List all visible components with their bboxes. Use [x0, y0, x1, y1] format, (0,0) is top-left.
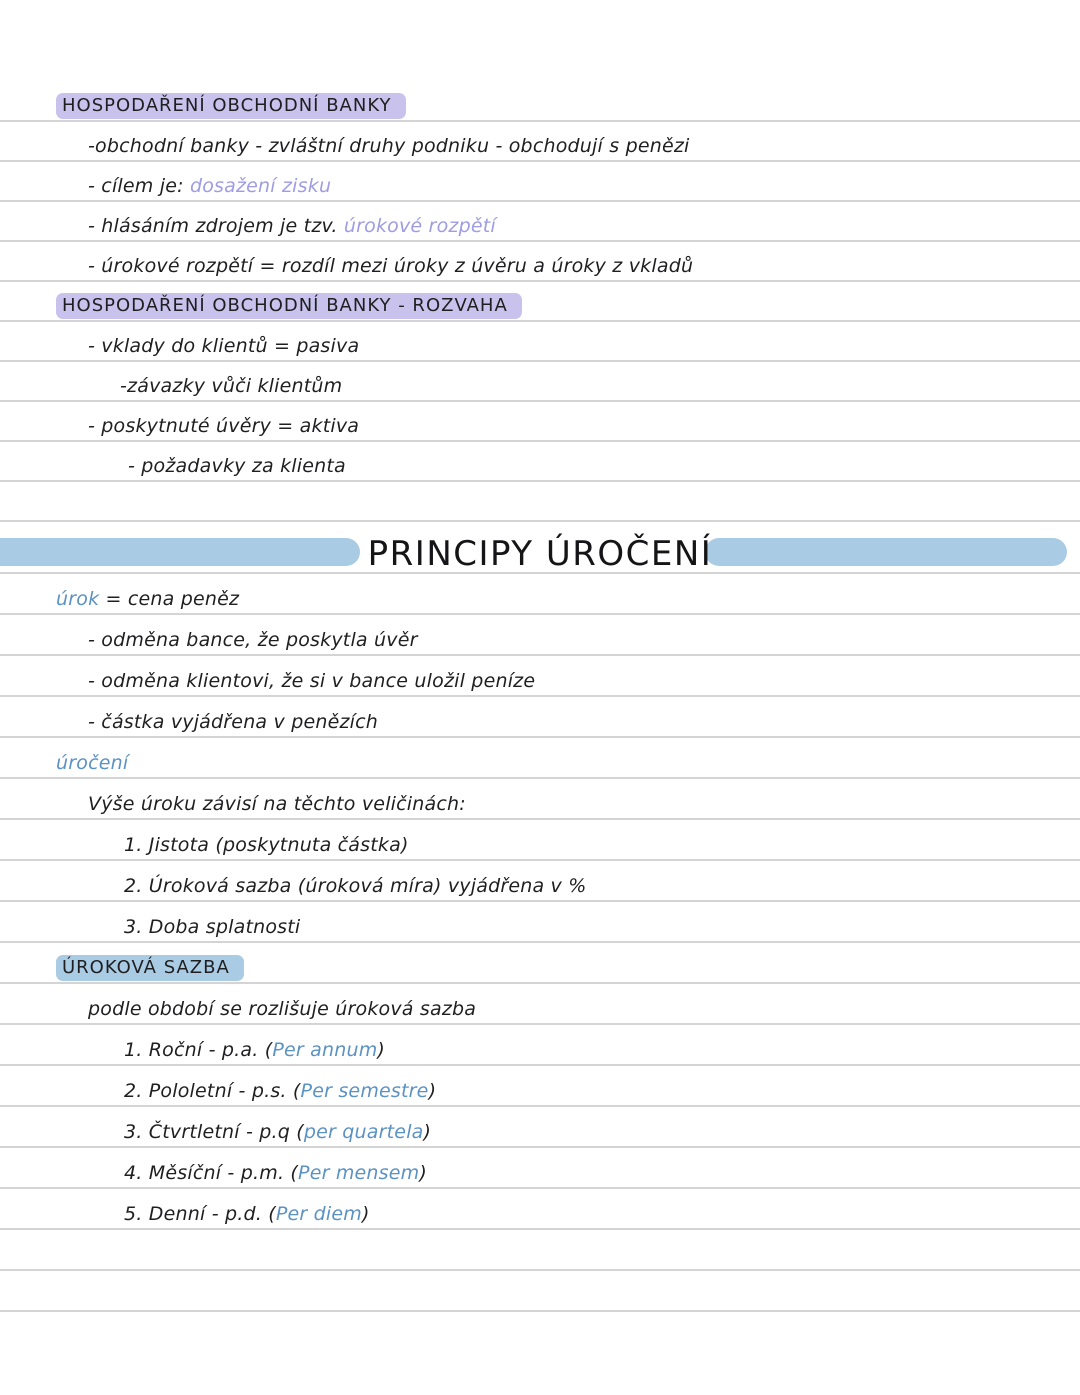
note-text-segment: ) [428, 1080, 437, 1103]
latin-term: Per diem [275, 1203, 362, 1226]
note-text-segment: 2. Pololetní - p.s. ( [124, 1080, 301, 1103]
note-line [0, 242, 1080, 282]
note-line [0, 202, 1080, 242]
note-line [0, 82, 1080, 122]
latin-term: Per semestre [300, 1080, 429, 1103]
list-item [0, 1081, 436, 1105]
note-line [0, 1189, 1080, 1230]
note-line [0, 656, 1080, 697]
page-title: PRINCIPY ÚROČENÍ [367, 534, 713, 574]
note-text [0, 589, 239, 613]
note-text-segment: ) [377, 1039, 386, 1062]
note-line [0, 697, 1080, 738]
note-line [0, 442, 1080, 482]
note-line [0, 738, 1080, 779]
section-heading-wrap [0, 293, 522, 320]
note-line [0, 615, 1080, 656]
note-line [0, 902, 1080, 943]
highlighted-term: úrok [56, 588, 100, 611]
note-text: - úrokové rozpětí = rozdíl mezi úroky z úvěru a úroky z vkladů [88, 255, 694, 278]
note-line [0, 1066, 1080, 1107]
highlighted-term: dosažení zisku [189, 175, 332, 198]
section-heading-wrap [0, 955, 244, 982]
list-item [0, 1163, 427, 1187]
note-line [0, 162, 1080, 202]
latin-term: per quartela [303, 1121, 424, 1144]
note-text: - odměna bance, že poskytla úvěr [88, 629, 418, 652]
note-line [0, 402, 1080, 442]
empty-ruled-line [0, 1271, 1080, 1312]
latin-term: Per annum [272, 1039, 378, 1062]
section-heading-wrap [0, 93, 406, 120]
note-line [0, 943, 1080, 984]
note-text: - požadavky za klienta [128, 455, 346, 478]
note-text-segment: 3. Čtvrtletní - p.q ( [124, 1121, 304, 1144]
section-heading: ÚROKOVÁ SAZBA [56, 955, 244, 981]
note-line [0, 1148, 1080, 1189]
note-text [0, 176, 331, 200]
note-line [0, 322, 1080, 362]
note-text: Výše úroku závisí na těchto veličinách: [88, 793, 466, 816]
section-heading: HOSPODAŘENÍ OBCHODNÍ BANKY [56, 93, 406, 119]
list-item [0, 1204, 370, 1228]
note-text-segment: ) [419, 1162, 427, 1185]
empty-ruled-line [0, 1230, 1080, 1271]
note-text-segment: = cena peněz [99, 588, 240, 611]
list-item: 2. Úroková sazba (úroková míra) vyjádřena v % [124, 875, 587, 898]
note-text: podle období se rozlišuje úroková sazba [88, 998, 477, 1021]
note-line [0, 820, 1080, 861]
note-line [0, 861, 1080, 902]
note-text: -závazky vůči klientům [120, 375, 343, 398]
note-text [0, 216, 496, 240]
note-line [0, 984, 1080, 1025]
note-line [0, 122, 1080, 162]
list-item [0, 1040, 385, 1064]
top-margin [0, 0, 1080, 82]
note-text-segment: ) [423, 1121, 432, 1144]
latin-term: Per mensem [298, 1162, 420, 1185]
note-text-segment: 4. Měsíční - p.m. ( [124, 1162, 299, 1185]
list-item: 1. Jistota (poskytnuta částka) [124, 834, 409, 857]
note-line [0, 1025, 1080, 1066]
section-title-row [0, 522, 1080, 574]
highlighted-term: úročení [56, 752, 129, 775]
note-text: -obchodní banky - zvláštní druhy podniku - obchodují s penězi [88, 135, 690, 158]
list-item [0, 1122, 431, 1146]
note-text-segment: ) [361, 1203, 370, 1226]
highlighted-term: úrokové rozpětí [343, 215, 496, 238]
note-line [0, 1107, 1080, 1148]
note-text: - částka vyjádřena v penězích [88, 711, 379, 734]
note-line [0, 362, 1080, 402]
note-text-segment: 5. Denní - p.d. ( [124, 1203, 276, 1226]
note-text: - odměna klientovi, že si v bance uložil peníze [88, 670, 536, 693]
note-text-segment: - hlásáním zdrojem je tzv. [88, 215, 344, 238]
note-line [0, 282, 1080, 322]
note-text: - vklady do klientů = pasiva [88, 335, 360, 358]
note-text-segment: 1. Roční - p.a. ( [124, 1039, 273, 1062]
note-text-segment: - cílem je: [88, 175, 190, 198]
section-heading: HOSPODAŘENÍ OBCHODNÍ BANKY - ROZVAHA [56, 293, 522, 319]
list-item: 3. Doba splatnosti [124, 916, 301, 939]
note-line [0, 779, 1080, 820]
note-text: - poskytnuté úvěry = aktiva [88, 415, 360, 438]
empty-ruled-line [0, 482, 1080, 522]
note-line [0, 574, 1080, 615]
